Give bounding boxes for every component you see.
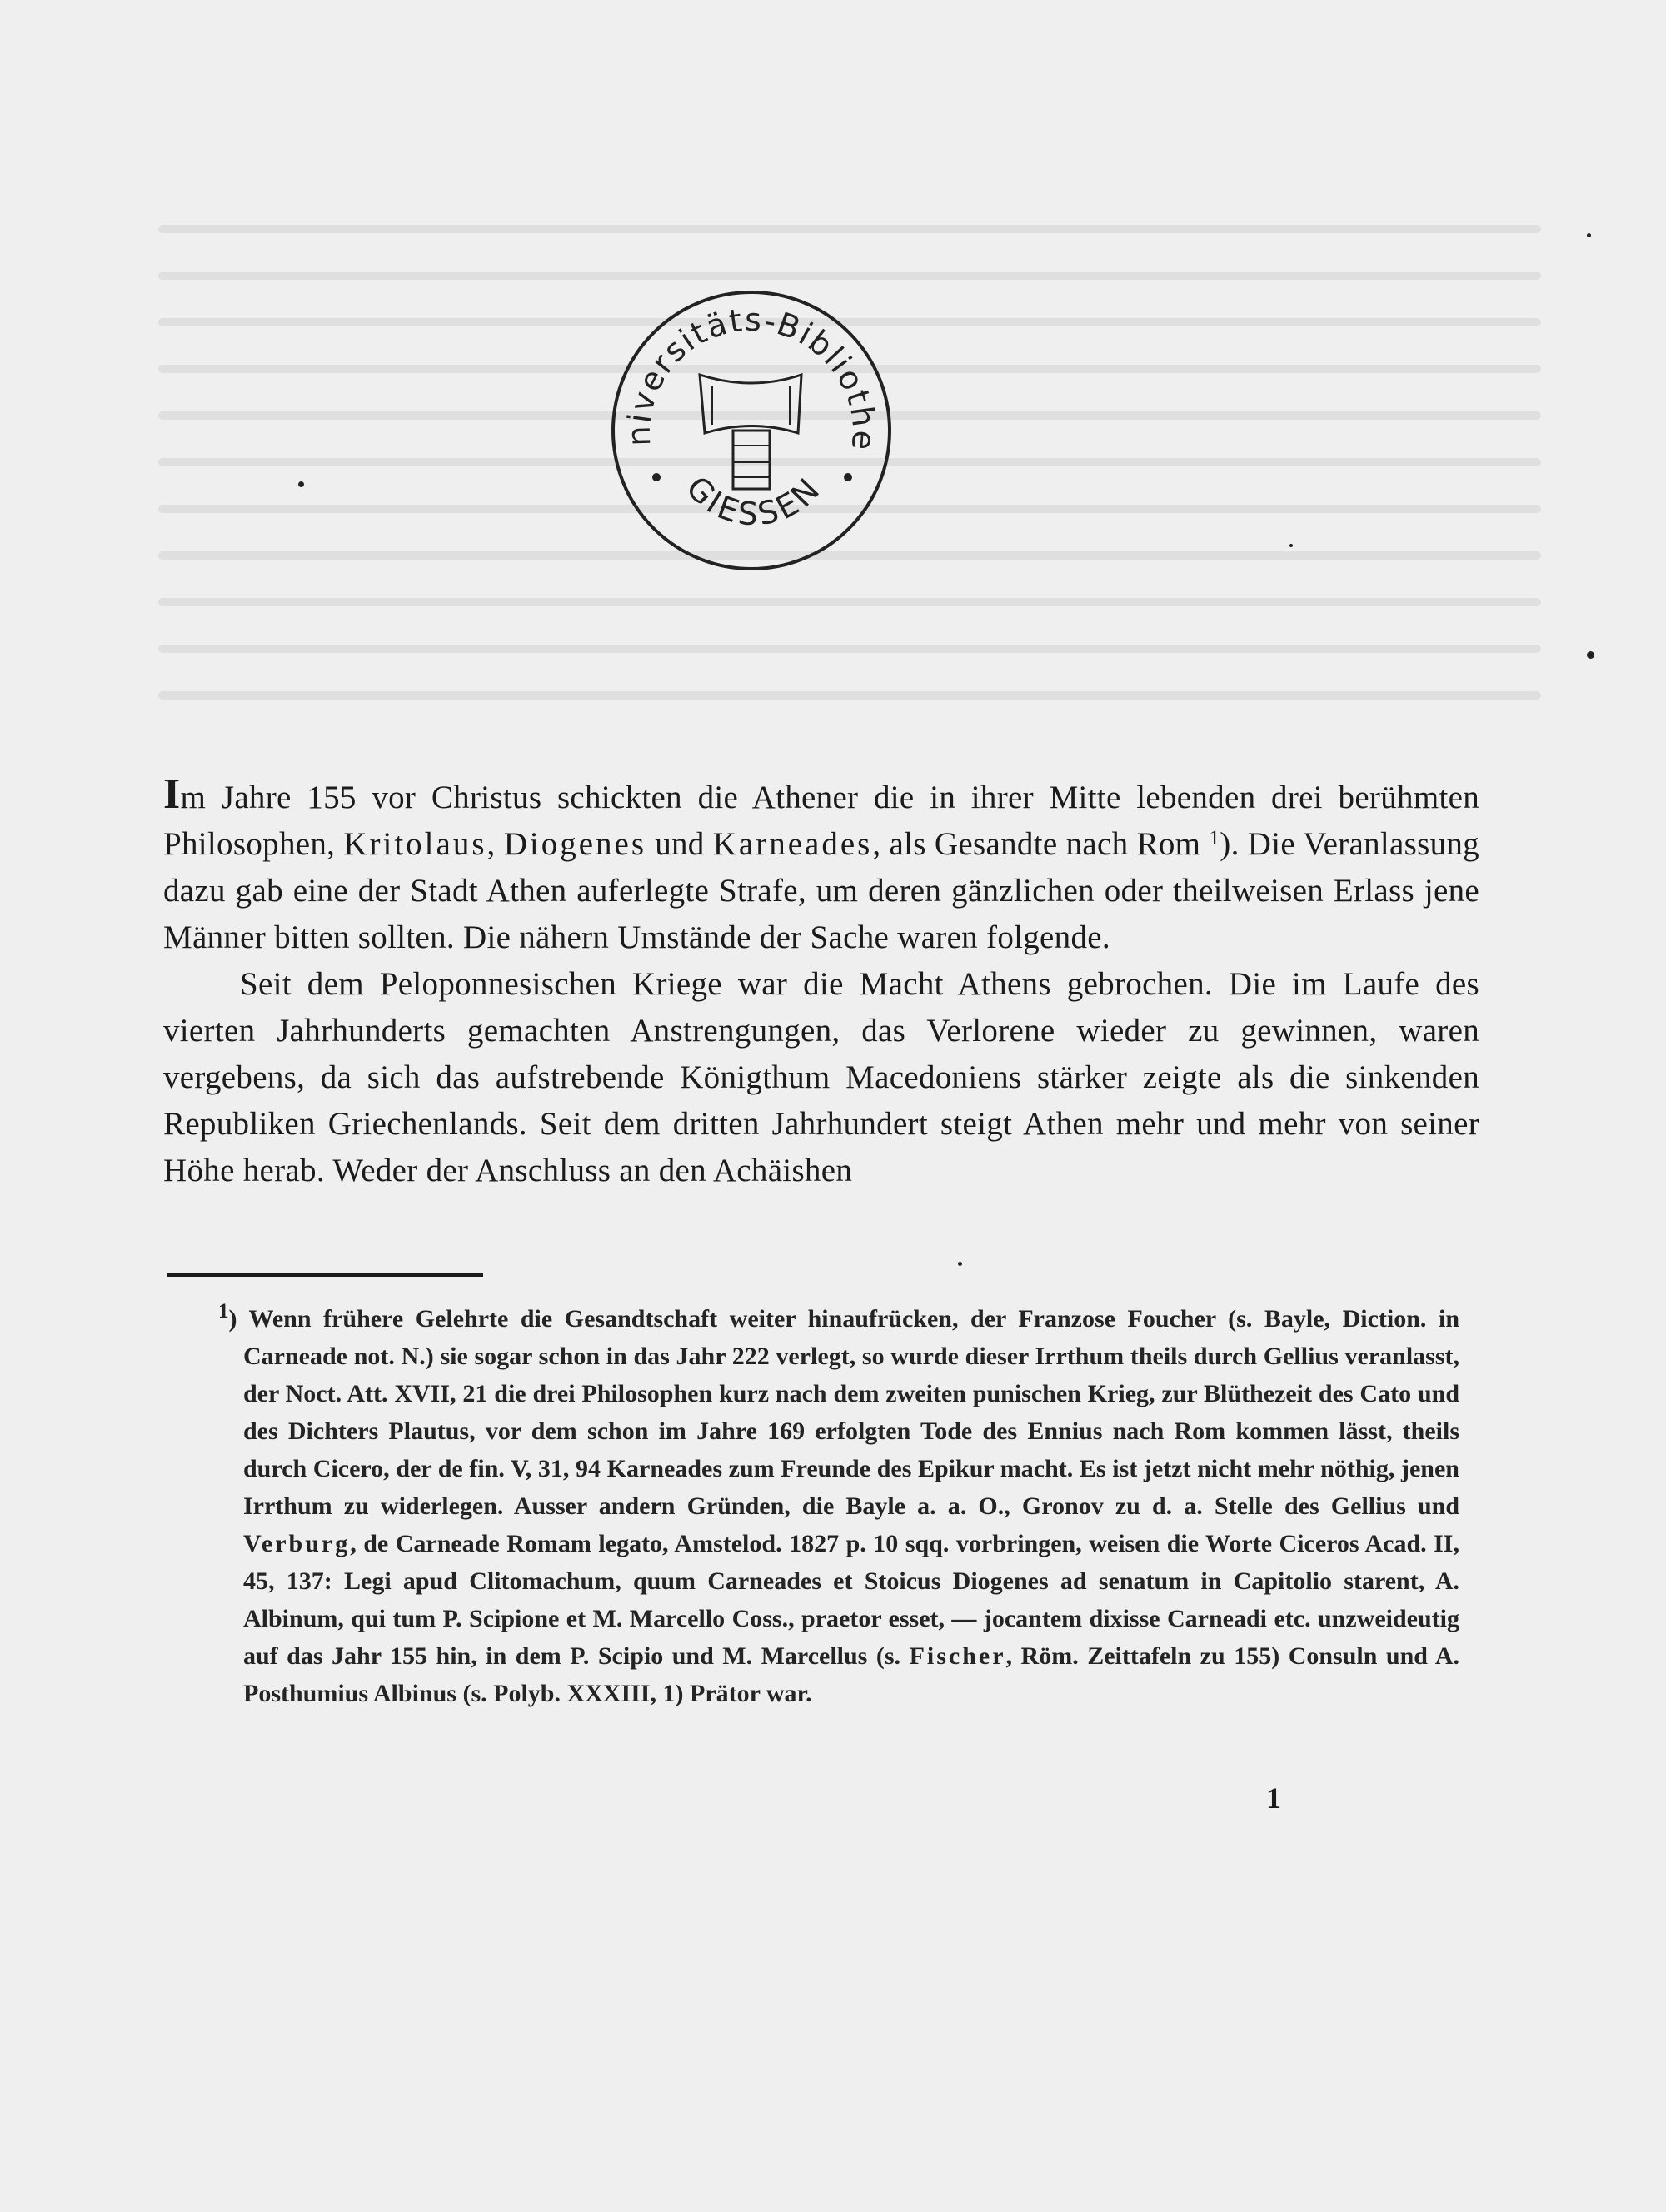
paragraph-1: [163, 770, 1479, 961]
footnote-text-c: , Röm. Zeittafeln zu 155) Consuln und A. Posthumius Albinus (s. Polyb. XXXIII, 1) Prätor war.: [243, 1642, 1460, 1707]
footnote-rule: [167, 1273, 483, 1277]
scan-speck: [298, 481, 304, 487]
footnote-reference[interactable]: 1: [1209, 827, 1220, 849]
scan-speck: [958, 1262, 962, 1266]
page-number: 1: [1266, 1781, 1281, 1815]
paragraph-1-sep-2: und: [646, 826, 713, 862]
drop-cap: I: [163, 770, 181, 818]
paragraph-2: Seit dem Peloponnesischen Kriege war die Macht Athens gebrochen. Die im Laufe des vierten Jahrhunderts gemachten Anstrengungen, das Verlorene wieder zu gewinnen, waren vergebens, da sich das aufstrebende Königthum Macedoniens stärker zeigte als die sinkenden Republiken Griechenlands. Seit dem dritten Jahrhundert steigt Athen mehr und mehr von seiner Höhe herab. Weder der Anschluss an den Achäishen: [163, 966, 1479, 1188]
footnote-body: [218, 1293, 1460, 1712]
stamp-arc-text: niversitäts-Bibliothe: [620, 301, 883, 453]
name-fischer: Fischer: [909, 1642, 1006, 1670]
stamp-bottom-text: GIESSEN: [679, 469, 829, 533]
name-kritolaus: Kritolaus: [343, 826, 487, 862]
footnote-text-a: Wenn frühere Gelehrte die Gesandtschaft weiter hinaufrücken, der Franzose Foucher (s. Bayle, Diction. in Carneade not. N.) sie sogar schon in das Jahr 222 verlegt, so wurde dieser Irrthum theils durch Gellius veranlasst, der Noct. Att. XVII, 21 die drei Philosophen kurz nach dem zweiten punischen Krieg, zur Blüthezeit des Cato und des Dichters Plautus, vor dem schon im Jahre 169 erfolgten Tode des Ennius nach Rom kommen lässt, theils durch Cicero, der de fin. V, 31, 94 Karneades zum Freunde des Epikur macht. Es ist jetzt nicht mehr nöthig, jenen Irrthum zu widerlegen. Ausser andern Gründen, die Bayle a. a. O., Gronov zu d. a. Stelle des Gellius und: [237, 1305, 1459, 1520]
paragraph-1-text-c: ). Die Veranlassung dazu gab eine der Stadt Athen auferlegte Strafe, um deren gänzlichen oder theilweisen Erlass jene Männer bitten sollten. Die nähern Umstände der Sache waren folgende.: [163, 826, 1479, 955]
stamp-seal-icon: [608, 287, 895, 575]
paragraph-1-sep-1: ,: [486, 826, 504, 862]
paragraph-1-text-b: , als Gesandte nach Rom: [872, 826, 1201, 862]
paragraph-1-text-a: m Jahre 155 vor Christus schickten die Athener die in ihrer Mitte lebenden drei berühmten Philosophen,: [163, 780, 1479, 862]
footnote-mark: 1: [218, 1300, 229, 1323]
scan-speck: [1587, 233, 1591, 237]
name-karneades: Karneades: [712, 826, 873, 862]
footnote-mark-suffix: ): [228, 1305, 237, 1333]
library-stamp: [608, 287, 895, 575]
name-diogenes: Diogenes: [503, 826, 647, 862]
main-text-block: [163, 770, 1479, 1194]
footnote-text-b: , de Carneade Romam legato, Amstelod. 1827 p. 10 sqq. vorbringen, weisen die Worte Ciceros Acad. II, 45, 137: Legi apud Clitomachum, quum Carneades et Stoicus Diogenes ad senatum in Capitolio starent, A. Albinum, qui tum P. Scipione et M. Marcello Coss., praetor esset, — jocantem dixisse Carneadi etc. unzweideutig auf das Jahr 155 hin, in dem P. Scipio und M. Marcellus (s.: [243, 1530, 1459, 1670]
footnote-1: [218, 1293, 1459, 1712]
svg-text:GIESSEN: [679, 469, 829, 532]
name-verburg: Verburg: [243, 1530, 351, 1557]
scan-speck: [1587, 651, 1594, 659]
scan-speck: [1289, 544, 1293, 547]
svg-text:Universitäts-Bibliothek: [608, 287, 883, 453]
